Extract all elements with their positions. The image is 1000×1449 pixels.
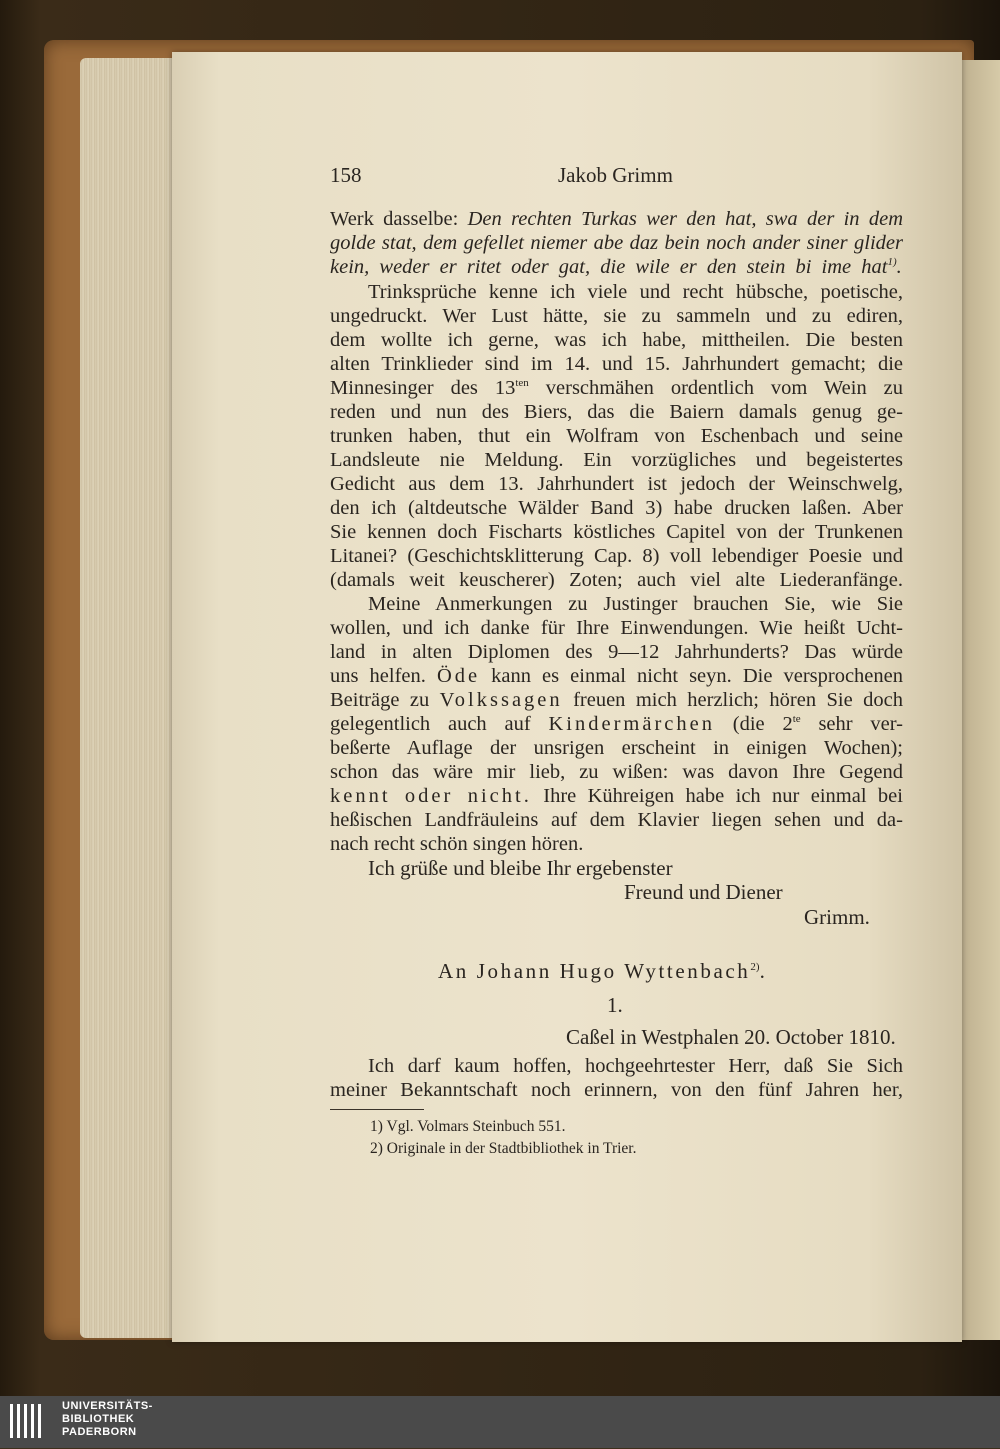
text-line: alten Trinklieder sind im 14. und 15. Jahrhundert gemacht; die — [330, 353, 903, 375]
text-line: Minnesinger des $13^{ten}$ verschmähen ordentlich vom Wein zu — [330, 377, 903, 399]
text-line: meiner Bekanntschaft noch erinnern, von den fünf Jahren her, — [330, 1079, 903, 1101]
library-logo-icon — [8, 1400, 52, 1444]
text-line: gelegentlich auch auf Kindermärchen (die $2^{te}$ sehr ver- — [330, 713, 904, 735]
text-line: uns helfen. Öde kann es einmal nicht seyn. Die versprochenen — [330, 665, 903, 687]
text-line: dem wollte ich gerne, was ich habe, mittheilen. Die besten — [330, 329, 903, 351]
signature: Grimm. — [804, 905, 870, 929]
text-line: reden und nun des Biers, das die Baiern damals genug ge- — [330, 401, 903, 423]
text-line: kein, weder er ritet oder gat, die wile er den stein bi ime hat$^{1)}$. — [330, 256, 902, 278]
text-line: Landsleute nie Meldung. Ein vorzügliches und begeistertes — [330, 449, 903, 471]
text-line: den ich (altdeutsche Wälder Band 3) habe drucken laßen. Aber — [330, 497, 903, 519]
text-line: kennt oder nicht. Ihre Kühreigen habe ich nur einmal bei — [330, 785, 903, 807]
text-line: Sie kennen doch Fischarts köstliches Capitel von der Trunkenen — [330, 521, 903, 543]
page-number: 158 — [330, 163, 362, 187]
text-line: Gedicht aus dem 13. Jahrhundert ist jedoch der Weinschwelg, — [330, 473, 903, 495]
text-line: Trinksprüche kenne ich viele und recht hübsche, poetische, — [368, 281, 903, 303]
text-line: Meine Anmerkungen zu Justinger brauchen Sie, wie Sie — [368, 593, 903, 615]
footnote-1: 1) Vgl. Volmars Steinbuch 551. — [370, 1118, 566, 1135]
text-line: heßischen Landfräuleins auf dem Klavier liegen sehen und da- — [330, 809, 903, 831]
text-line: nach recht schön singen hören. — [330, 833, 584, 855]
text-line: Ich darf kaum hoffen, hochgeehrtester Herr, daß Sie Sich — [368, 1055, 903, 1077]
text-line: (damals weit keuscherer) Zoten; auch viel alte Liederanfänge. — [330, 569, 903, 591]
text-line: golde stat, dem gefellet niemer abe daz bein noch ander siner glider — [330, 232, 903, 254]
text-line: wollen, und ich danke für Ihre Einwendungen. Wie heißt Ucht- — [330, 617, 903, 639]
text-line: Litanei? (Geschichtsklitterung Cap. 8) voll lebendiger Poesie und — [330, 545, 903, 567]
text-line: beßerte Auflage der unsrigen erscheint in einigen Wochen); — [330, 737, 903, 759]
text-line: ungedruckt. Wer Lust hätte, sie zu sammeln und zu ediren, — [330, 305, 903, 327]
letter-number: 1. — [607, 993, 623, 1017]
facing-page-edge — [962, 60, 1000, 1340]
text-line: land in alten Diplomen des 9—12 Jahrhunderts? Das würde — [330, 641, 903, 663]
page-edges — [80, 58, 175, 1338]
text-line: schon das wäre mir lieb, zu wißen: was davon Ihre Gegend — [330, 761, 903, 783]
text-line: trunken haben, thut ein Wolfram von Eschenbach und seine — [330, 425, 903, 447]
closing-friend: Freund und Diener — [624, 880, 783, 904]
closing-greeting: Ich grüße und bleibe Ihr ergebenster — [368, 856, 673, 880]
library-name: UNIVERSITÄTS- BIBLIOTHEK PADERBORN — [62, 1400, 153, 1438]
text-line: Beiträge zu Volkssagen freuen mich herzlich; hören Sie doch — [330, 689, 903, 711]
text-line: Werk dasselbe: Den rechten Turkas wer den hat, swa der in dem — [330, 208, 903, 230]
footnote-2: 2) Originale in der Stadtbibliothek in Trier. — [370, 1140, 637, 1157]
dateline: Caßel in Westphalen 20. October 1810. — [566, 1025, 896, 1049]
running-head — [330, 163, 900, 189]
footnote-rule — [330, 1109, 424, 1110]
section-heading: An Johann Hugo Wyttenbach$^{2)}$. — [438, 959, 768, 983]
running-title: Jakob Grimm — [558, 163, 673, 187]
